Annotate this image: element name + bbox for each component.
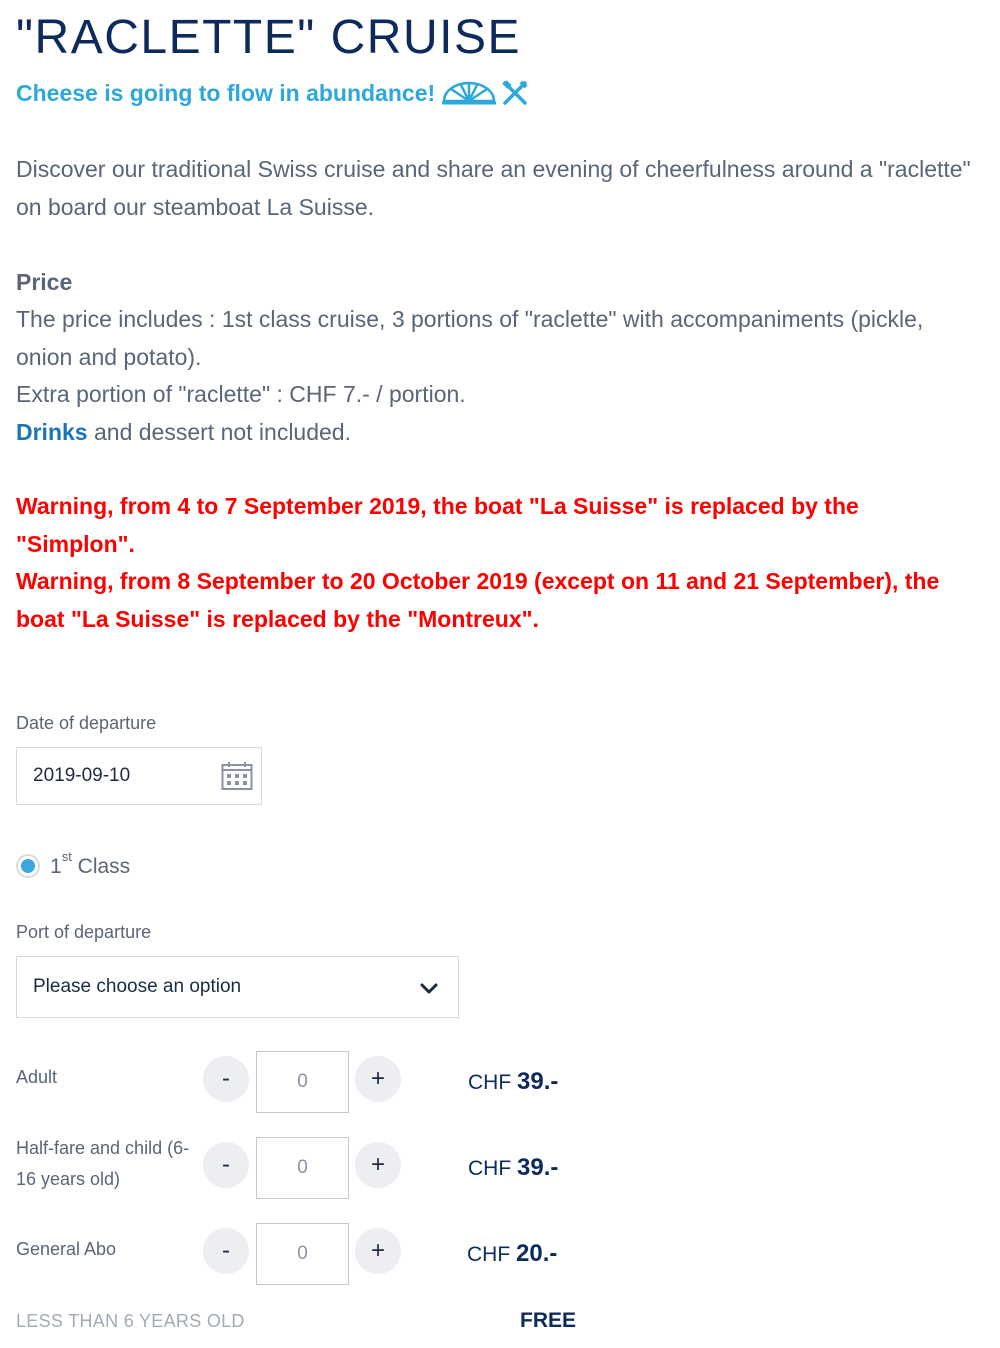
half-fare-price: CHF 39.- — [468, 1154, 559, 1181]
drinks-line-rest: and dessert not included. — [87, 418, 351, 445]
date-input[interactable] — [16, 747, 262, 805]
class-option-first[interactable] — [16, 849, 131, 879]
date-value: 2019-09-10 — [33, 765, 131, 786]
extra-portion-text: Extra portion of "raclette" : CHF 7.- / portion. — [16, 381, 466, 407]
fan-icon — [441, 79, 497, 107]
port-select-value: Please choose an option — [33, 976, 242, 997]
adult-price: CHF 39.- — [468, 1068, 559, 1095]
page-title: "RACLETTE" CRUISE — [16, 11, 521, 64]
first-class-label: 1st Class — [50, 849, 131, 878]
adult-plus-button[interactable]: + — [355, 1056, 401, 1102]
drinks-link[interactable]: Drinks — [16, 418, 88, 445]
date-label: Date of departure — [16, 713, 157, 733]
price-details — [16, 301, 976, 451]
general-abo-plus-button[interactable]: + — [355, 1228, 401, 1274]
radio-selected-dot — [21, 859, 35, 873]
half-fare-label: Half-fare and child (6-16 years old) — [16, 1138, 190, 1189]
intro-paragraph: Discover our traditional Swiss cruise and share an evening of cheerfulness around a "raclette" on board our steamboat La Suisse. — [16, 156, 971, 220]
adult-label: Adult — [16, 1067, 58, 1087]
price-includes-text: The price includes : 1st class cruise, 3 portions of "raclette" with accompaniments (pickle, onion and potato). — [16, 306, 924, 370]
price-heading: Price — [16, 269, 73, 295]
fork-knife-icon — [501, 79, 529, 107]
port-label: Port of departure — [16, 922, 152, 942]
general-abo-minus-button[interactable]: - — [203, 1228, 249, 1274]
subtitle-text: Cheese is going to flow in abundance! — [16, 80, 436, 106]
general-abo-label: General Abo — [16, 1239, 117, 1259]
chevron-down-icon — [418, 977, 440, 999]
general-abo-price: CHF 20.- — [467, 1240, 558, 1267]
half-fare-minus-button[interactable]: - — [203, 1142, 249, 1188]
adult-qty-input[interactable] — [256, 1051, 349, 1113]
adult-minus-button[interactable]: - — [203, 1056, 249, 1102]
calendar-icon[interactable] — [221, 761, 253, 791]
under-six-label: LESS THAN 6 YEARS OLD — [16, 1311, 245, 1331]
under-six-price: FREE — [520, 1309, 577, 1332]
general-abo-qty-input[interactable] — [256, 1223, 349, 1285]
warning-simplon: Warning, from 4 to 7 September 2019, the boat "La Suisse" is replaced by the "Simplon". — [16, 493, 859, 557]
half-fare-plus-button[interactable]: + — [355, 1142, 401, 1188]
first-class-radio[interactable] — [16, 854, 40, 878]
page-subtitle — [16, 76, 529, 110]
drinks-line — [16, 414, 976, 452]
port-select[interactable] — [16, 956, 459, 1018]
half-fare-qty-input[interactable] — [256, 1137, 349, 1199]
warning-montreux: Warning, from 8 September to 20 October 2019 (except on 11 and 21 September), the boat "La Suisse" is replaced by the "Montreux". — [16, 568, 940, 632]
